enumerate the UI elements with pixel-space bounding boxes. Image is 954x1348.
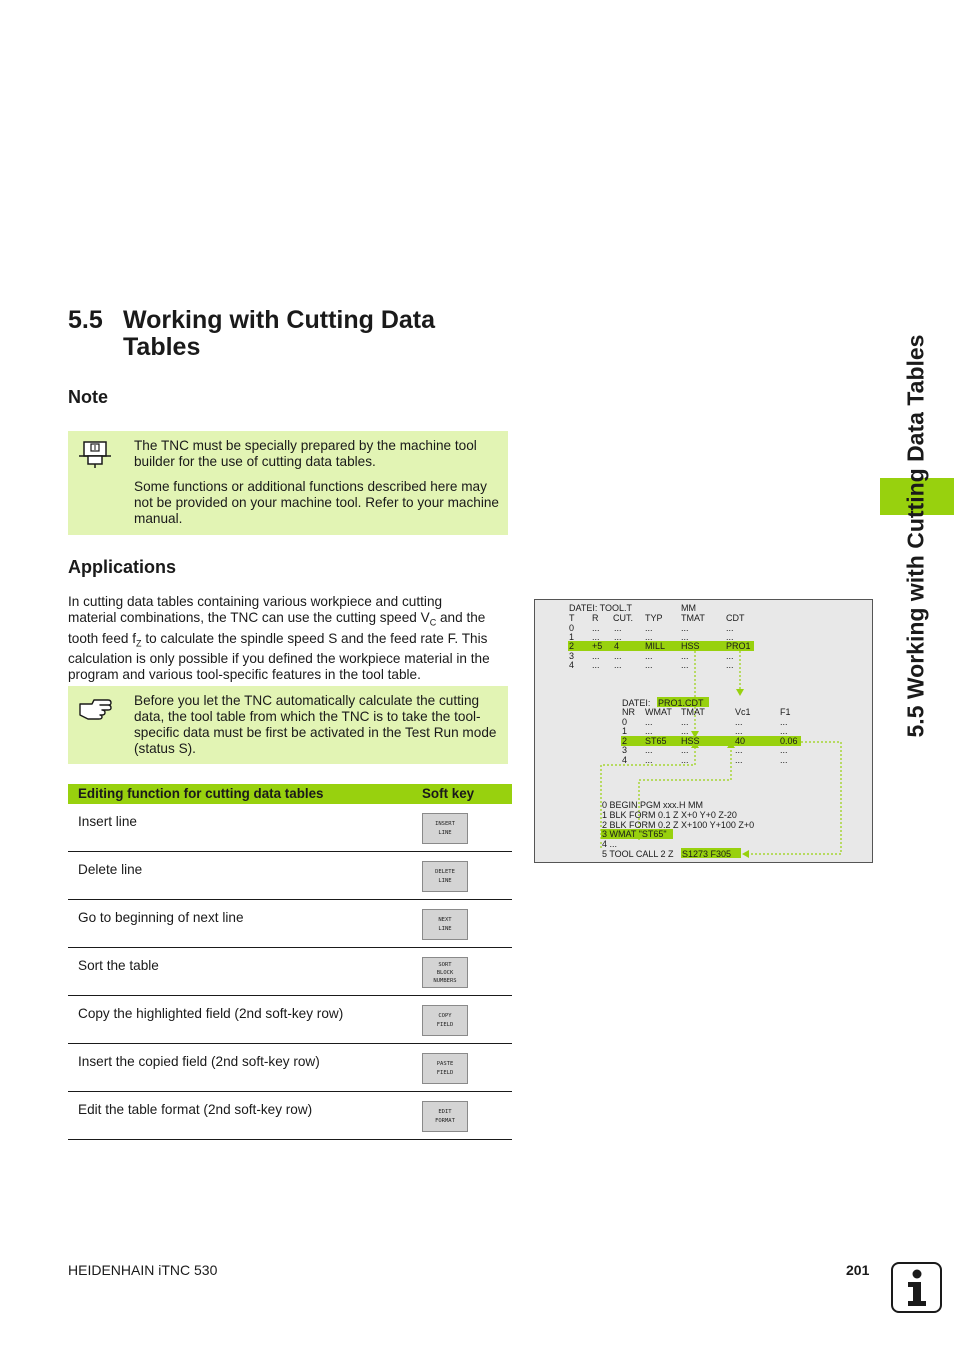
edit-format-softkey[interactable]: EDIT FORMAT (422, 1101, 468, 1132)
applications-body: In cutting data tables containing various workpiece and cutting material combinations, the TNC can use the cutting speed $V_C$ and the tooth feed $f_Z$ to calculate the spindle speed S and the feed rate F. This calculation is only possible if you defined the workpiece material in the program and various tool-specific features in the tool table. (68, 594, 490, 683)
paste-field-softkey[interactable]: PASTE FIELD (422, 1053, 468, 1084)
note-paragraph-1: The TNC must be specially prepared by the machine tool builder for the use of cutting data tables. (134, 438, 477, 469)
editing-functions-table (68, 784, 512, 1140)
header-function: Editing function for cutting data tables (78, 786, 324, 801)
delete-line-softkey[interactable]: DELETE LINE (422, 861, 468, 892)
side-tab-title: 5.5 Working with Cutting Data Tables (902, 334, 929, 738)
pointing-hand-icon (78, 696, 112, 725)
table-row: Insert the copied field (2nd soft-key row) PASTE FIELD (68, 1044, 512, 1092)
note-callout (68, 431, 508, 535)
page-number: 201 (846, 1262, 870, 1278)
footer-product: HEIDENHAIN iTNC 530 (68, 1262, 218, 1278)
copy-field-softkey[interactable]: COPY FIELD (422, 1005, 468, 1036)
table-row: Go to beginning of next line NEXT LINE (68, 900, 512, 948)
cutting-data-screen: DATEI: TOOL.T MM T R CUT. TYP TMAT CDT 0 ... ... ... ... ... 1 ... ... ... ... ... 2 +5 4 MILL HSS PRO1 3 ... ... ... ... ... 4 ... ... ... ... ... DATEI: PRO1.CDT NR WMAT TMAT Vc1 F1 0 ... ... ... ... 1 ... ... ... ... 2 ST65 HSS 40 0.06 3 ... ... ... ... 4 ... ... ... ... 0 BEGIN PGM xxx.H MM 1 BLK FORM 0.1 Z X+0 Y+0 Z-20 2 BLK FORM 0.2 Z X+100 Y+100 Z+0 3 WMAT "ST65" 4 ... 5 TOOL CALL 2 Z S1273 F305 (534, 599, 873, 863)
note-heading: Note (68, 387, 108, 407)
next-line-softkey[interactable]: NEXT LINE (422, 909, 468, 940)
table-row: Sort the table SORT BLOCK NUMBERS (68, 948, 512, 996)
table-row: Edit the table format (2nd soft-key row) EDIT FORMAT (68, 1092, 512, 1140)
sort-block-numbers-softkey[interactable]: SORT BLOCK NUMBERS (422, 957, 468, 988)
table-row: Delete line DELETE LINE (68, 852, 512, 900)
tip-text: Before you let the TNC automatically calculate the cutting data, the tool table from which the TNC is to take the tool-specific data must be first be activated in the Test Run mode (status S). (134, 693, 497, 756)
info-icon[interactable] (891, 1262, 942, 1313)
table-row: Insert line INSERT LINE (68, 804, 512, 852)
applications-heading: Applications (68, 557, 177, 577)
note-paragraph-2: Some functions or additional functions described here may not be provided on your machine tool. Refer to your machine manual. (134, 479, 499, 526)
table-header (68, 784, 512, 804)
machine-icon (78, 441, 112, 474)
section-number: 5.5 (68, 306, 103, 334)
insert-line-softkey[interactable]: INSERT LINE (422, 813, 468, 844)
tip-callout (68, 686, 508, 764)
table-row: Copy the highlighted field (2nd soft-key row) COPY FIELD (68, 996, 512, 1044)
section-title: Working with Cutting Data Tables (123, 306, 436, 361)
header-softkey: Soft key (422, 786, 475, 801)
